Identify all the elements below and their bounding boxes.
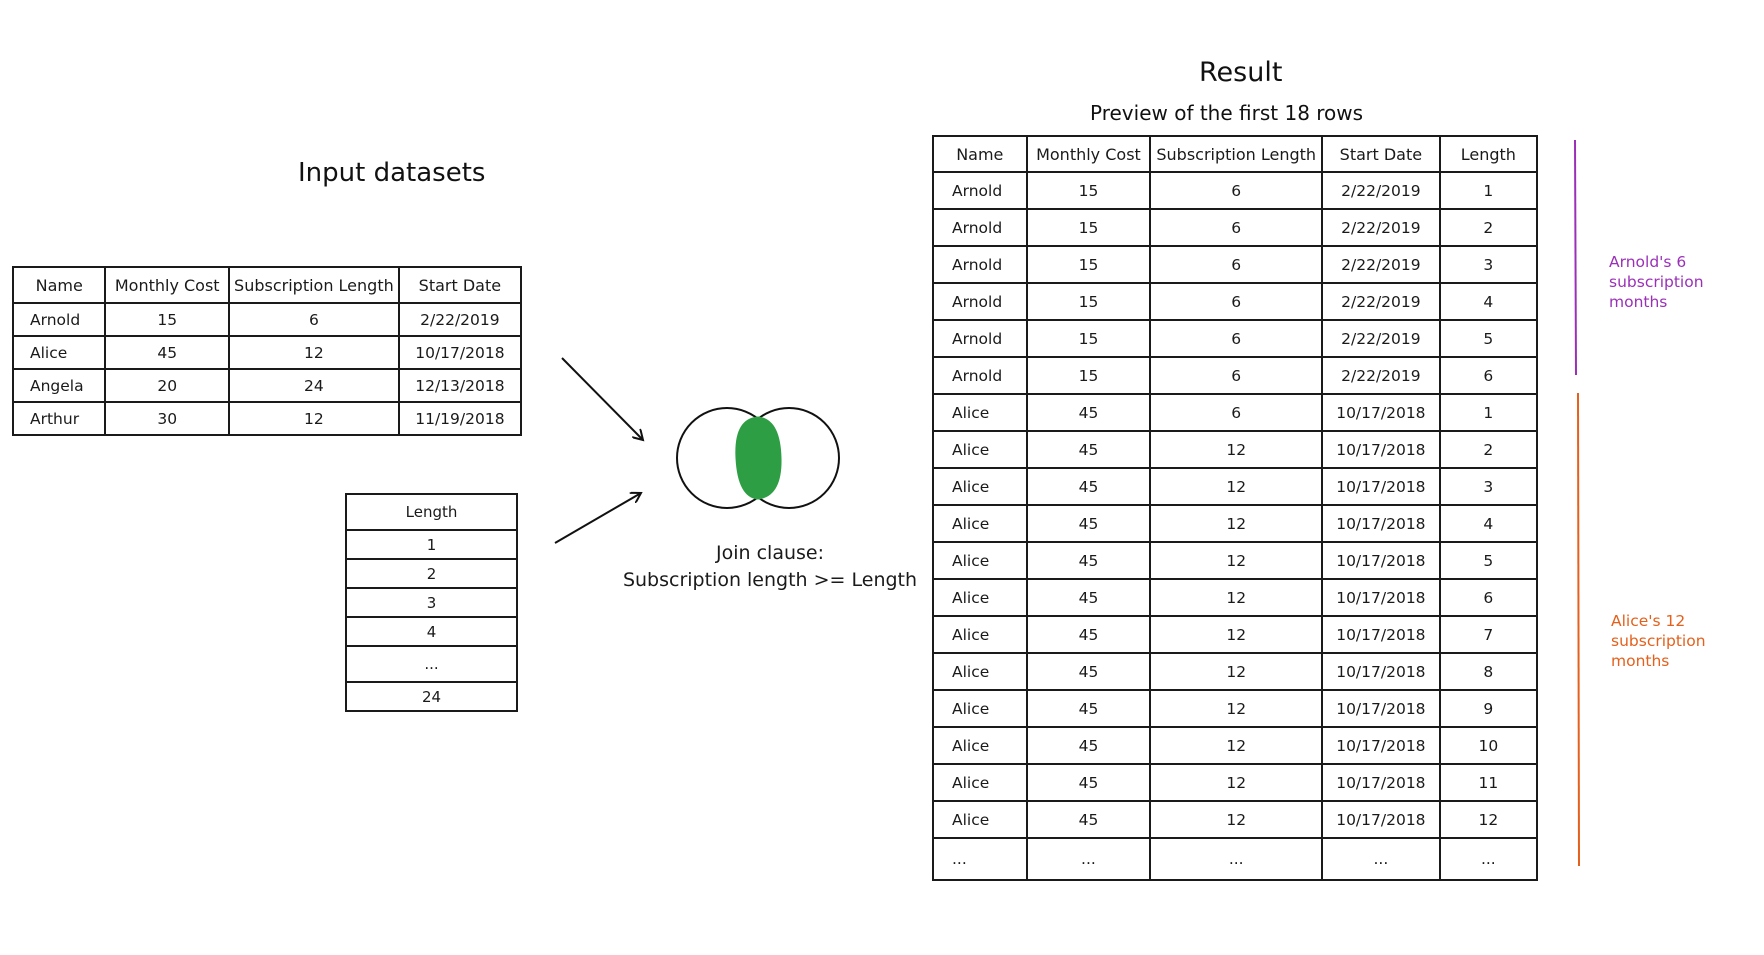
start-date-cell: 10/17/2018	[1322, 653, 1440, 690]
monthly-cost-cell: 45	[1027, 801, 1151, 838]
alice-bracket-line	[1578, 393, 1579, 866]
table-row	[933, 283, 1537, 320]
table-row	[933, 320, 1537, 357]
arnold-annotation-line-2: subscription	[1609, 273, 1704, 291]
length-cell: ...	[346, 646, 517, 682]
subscription-length-cell: ...	[1150, 838, 1322, 880]
monthly-cost-cell: 45	[1027, 616, 1151, 653]
start-date-cell: 10/17/2018	[1322, 579, 1440, 616]
length-cell: 5	[1440, 542, 1537, 579]
subscription-length-cell: 6	[229, 303, 399, 336]
monthly-cost-cell: 15	[1027, 246, 1151, 283]
subscription-length-cell: 12	[1150, 727, 1322, 764]
name-cell: Alice	[933, 579, 1027, 616]
start-date-cell: 10/17/2018	[399, 336, 521, 369]
table-row	[933, 801, 1537, 838]
monthly-cost-cell: 45	[1027, 690, 1151, 727]
name-cell: Arnold	[933, 283, 1027, 320]
name-cell: Alice	[933, 542, 1027, 579]
table-row	[933, 357, 1537, 394]
name-cell: Alice	[933, 764, 1027, 801]
start-date-cell: 10/17/2018	[1322, 690, 1440, 727]
table-header-row	[933, 136, 1537, 172]
length-cell: 5	[1440, 320, 1537, 357]
length-cell: 2	[1440, 431, 1537, 468]
name-cell: Alice	[933, 801, 1027, 838]
subscription-length-cell: 12	[1150, 653, 1322, 690]
monthly-cost-cell: 15	[1027, 320, 1151, 357]
name-cell: Alice	[933, 505, 1027, 542]
name-cell: Alice	[933, 690, 1027, 727]
start-date-cell: 10/17/2018	[1322, 505, 1440, 542]
subscription-length-cell: 12	[1150, 505, 1322, 542]
table-row	[933, 394, 1537, 431]
subscription-length-cell: 6	[1150, 172, 1322, 209]
start-date-cell: 10/17/2018	[1322, 727, 1440, 764]
monthly-cost-cell: 45	[105, 336, 229, 369]
length-cell: 1	[1440, 394, 1537, 431]
monthly-cost-cell: 15	[105, 303, 229, 336]
length-cell: 2	[346, 559, 517, 588]
start-date-cell: 12/13/2018	[399, 369, 521, 402]
result-table-body	[933, 172, 1537, 880]
column-header-length: Length	[1440, 136, 1537, 172]
column-header-start-date: Start Date	[399, 267, 521, 303]
subscription-length-cell: 12	[1150, 468, 1322, 505]
length-cell: 3	[1440, 468, 1537, 505]
length-cell: ...	[1440, 838, 1537, 880]
subscription-length-cell: 24	[229, 369, 399, 402]
table-row	[933, 838, 1537, 880]
table-row	[346, 588, 517, 617]
table-row	[933, 579, 1537, 616]
length-cell: 4	[1440, 283, 1537, 320]
start-date-cell: 2/22/2019	[1322, 209, 1440, 246]
name-cell: Alice	[933, 431, 1027, 468]
arnold-bracket-line	[1575, 140, 1576, 375]
monthly-cost-cell: 15	[1027, 357, 1151, 394]
name-cell: Arnold	[13, 303, 105, 336]
alice-annotation	[1611, 611, 1706, 671]
monthly-cost-cell: 45	[1027, 431, 1151, 468]
length-input-table	[345, 493, 518, 712]
table-row	[933, 505, 1537, 542]
subscription-length-cell: 12	[229, 402, 399, 435]
name-cell: Alice	[933, 616, 1027, 653]
monthly-cost-cell: 45	[1027, 542, 1151, 579]
name-cell: Arnold	[933, 320, 1027, 357]
subscription-length-cell: 12	[1150, 801, 1322, 838]
start-date-cell: 10/17/2018	[1322, 616, 1440, 653]
table-row	[13, 303, 521, 336]
arrow-from-subscriptions	[562, 358, 643, 440]
monthly-cost-cell: 15	[1027, 172, 1151, 209]
input-datasets-title: Input datasets	[298, 158, 486, 188]
monthly-cost-cell: ...	[1027, 838, 1151, 880]
venn-left-circle	[677, 408, 777, 508]
start-date-cell: 2/22/2019	[1322, 246, 1440, 283]
start-date-cell: 2/22/2019	[1322, 320, 1440, 357]
column-header-monthly-cost: Monthly Cost	[105, 267, 229, 303]
length-cell: 4	[1440, 505, 1537, 542]
name-cell: Alice	[933, 653, 1027, 690]
monthly-cost-cell: 45	[1027, 764, 1151, 801]
length-cell: 1	[346, 530, 517, 559]
length-cell: 10	[1440, 727, 1537, 764]
length-cell: 12	[1440, 801, 1537, 838]
subscription-length-cell: 6	[1150, 209, 1322, 246]
start-date-cell: 2/22/2019	[1322, 283, 1440, 320]
length-cell: 9	[1440, 690, 1537, 727]
length-cell: 3	[346, 588, 517, 617]
arrow-from-length	[555, 493, 641, 543]
name-cell: Alice	[933, 394, 1027, 431]
table-row	[933, 209, 1537, 246]
name-cell: Alice	[13, 336, 105, 369]
arnold-annotation-line-3: months	[1609, 293, 1668, 311]
alice-annotation-line-2: subscription	[1611, 632, 1706, 650]
name-cell: Angela	[13, 369, 105, 402]
name-cell: Arnold	[933, 357, 1027, 394]
start-date-cell: 10/17/2018	[1322, 431, 1440, 468]
column-header-monthly-cost: Monthly Cost	[1027, 136, 1151, 172]
name-cell: Arthur	[13, 402, 105, 435]
length-cell: 8	[1440, 653, 1537, 690]
subscriptions-input-table	[12, 266, 522, 436]
start-date-cell: 2/22/2019	[1322, 357, 1440, 394]
monthly-cost-cell: 30	[105, 402, 229, 435]
table-row	[933, 468, 1537, 505]
start-date-cell: 10/17/2018	[1322, 468, 1440, 505]
table-row	[346, 530, 517, 559]
length-cell: 2	[1440, 209, 1537, 246]
join-clause-label	[620, 540, 920, 594]
subscription-length-cell: 12	[1150, 690, 1322, 727]
subscription-length-cell: 12	[1150, 579, 1322, 616]
start-date-cell: 2/22/2019	[399, 303, 521, 336]
alice-annotation-line-1: Alice's 12	[1611, 612, 1686, 630]
table-row	[933, 727, 1537, 764]
name-cell: Arnold	[933, 172, 1027, 209]
column-header-start-date: Start Date	[1322, 136, 1440, 172]
subscription-length-cell: 12	[229, 336, 399, 369]
table-row	[346, 646, 517, 682]
subscription-length-cell: 6	[1150, 246, 1322, 283]
table-row	[933, 653, 1537, 690]
table-row	[13, 336, 521, 369]
subscription-length-cell: 12	[1150, 616, 1322, 653]
column-header-subscription-length: Subscription Length	[229, 267, 399, 303]
monthly-cost-cell: 45	[1027, 727, 1151, 764]
length-cell: 6	[1440, 357, 1537, 394]
start-date-cell: 10/17/2018	[1322, 764, 1440, 801]
table-row	[346, 617, 517, 646]
name-cell: Arnold	[933, 246, 1027, 283]
subscription-length-cell: 6	[1150, 283, 1322, 320]
table-row	[933, 764, 1537, 801]
subscription-length-cell: 12	[1150, 764, 1322, 801]
subscription-length-cell: 12	[1150, 431, 1322, 468]
table-row	[933, 246, 1537, 283]
name-cell: Alice	[933, 468, 1027, 505]
venn-overlap-region	[737, 418, 780, 498]
table-row	[13, 369, 521, 402]
monthly-cost-cell: 20	[105, 369, 229, 402]
name-cell: Arnold	[933, 209, 1027, 246]
length-cell: 11	[1440, 764, 1537, 801]
join-clause-line-2: Subscription length >= Length	[622, 569, 918, 591]
table-row	[346, 682, 517, 711]
table-row	[933, 690, 1537, 727]
monthly-cost-cell: 15	[1027, 283, 1151, 320]
column-header-subscription-length: Subscription Length	[1150, 136, 1322, 172]
table-header-row	[13, 267, 521, 303]
length-cell: 1	[1440, 172, 1537, 209]
table-row	[933, 542, 1537, 579]
venn-right-circle	[739, 408, 839, 508]
name-cell: ...	[933, 838, 1027, 880]
arnold-annotation	[1609, 252, 1704, 312]
result-table	[932, 135, 1538, 881]
column-header-name: Name	[13, 267, 105, 303]
length-cell: 3	[1440, 246, 1537, 283]
table-row	[346, 559, 517, 588]
result-subtitle: Preview of the first 18 rows	[1090, 101, 1364, 125]
name-cell: Alice	[933, 727, 1027, 764]
start-date-cell: 2/22/2019	[1322, 172, 1440, 209]
table-row	[933, 172, 1537, 209]
monthly-cost-cell: 45	[1027, 579, 1151, 616]
start-date-cell: ...	[1322, 838, 1440, 880]
table-row	[13, 402, 521, 435]
subscription-length-cell: 6	[1150, 357, 1322, 394]
monthly-cost-cell: 15	[1027, 209, 1151, 246]
column-header-name: Name	[933, 136, 1027, 172]
table-row	[933, 616, 1537, 653]
start-date-cell: 11/19/2018	[399, 402, 521, 435]
subscription-length-cell: 12	[1150, 542, 1322, 579]
length-cell: 24	[346, 682, 517, 711]
venn-diagram-icon	[677, 408, 839, 508]
monthly-cost-cell: 45	[1027, 653, 1151, 690]
monthly-cost-cell: 45	[1027, 394, 1151, 431]
start-date-cell: 10/17/2018	[1322, 542, 1440, 579]
result-title: Result	[1199, 57, 1283, 88]
alice-annotation-line-3: months	[1611, 652, 1670, 670]
length-cell: 7	[1440, 616, 1537, 653]
length-cell: 4	[346, 617, 517, 646]
column-header-length: Length	[346, 494, 517, 530]
table-row	[933, 431, 1537, 468]
start-date-cell: 10/17/2018	[1322, 394, 1440, 431]
length-cell: 6	[1440, 579, 1537, 616]
monthly-cost-cell: 45	[1027, 468, 1151, 505]
monthly-cost-cell: 45	[1027, 505, 1151, 542]
subscription-length-cell: 6	[1150, 394, 1322, 431]
join-clause-line-1: Join clause:	[716, 542, 824, 564]
subscription-length-cell: 6	[1150, 320, 1322, 357]
start-date-cell: 10/17/2018	[1322, 801, 1440, 838]
table-header-row	[346, 494, 517, 530]
arnold-annotation-line-1: Arnold's 6	[1609, 253, 1687, 271]
